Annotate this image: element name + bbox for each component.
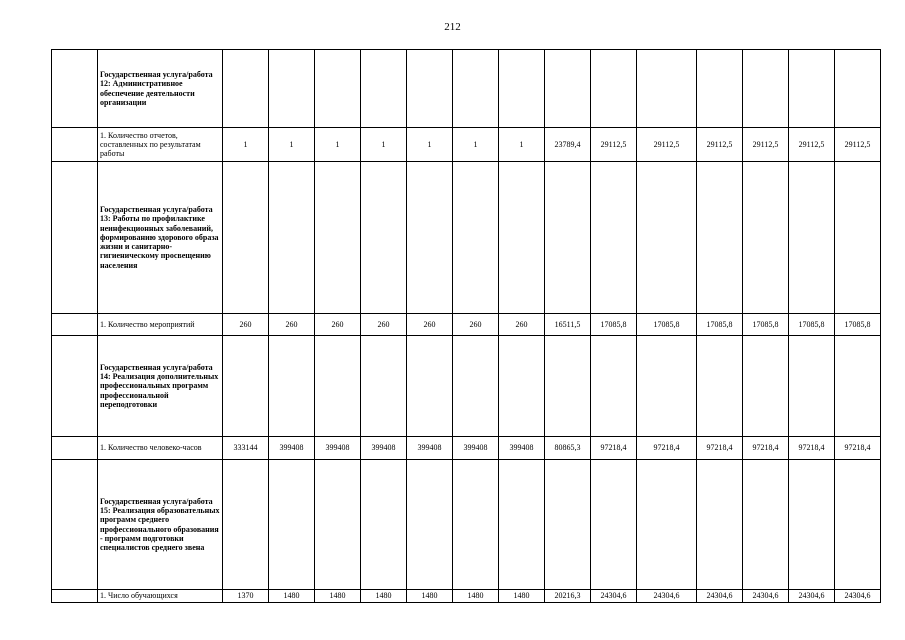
indicator-value: 399408: [269, 437, 315, 460]
service-title-row: [52, 50, 881, 128]
indicator-value: 260: [407, 314, 453, 336]
indicator-value: 97218,4: [743, 437, 789, 460]
empty-cell: [361, 162, 407, 314]
indicator-value: 29112,5: [743, 128, 789, 162]
indicator-row: [52, 590, 881, 603]
empty-cell: [789, 460, 835, 590]
empty-cell: [223, 50, 269, 128]
empty-cell: [637, 336, 697, 437]
empty-cell: [835, 162, 881, 314]
empty-cell: [499, 336, 545, 437]
indicator-row: [52, 314, 881, 336]
empty-cell: [697, 460, 743, 590]
indicator-value: 16511,5: [545, 314, 591, 336]
indicator-value: 17085,8: [591, 314, 637, 336]
indicator-value: 17085,8: [789, 314, 835, 336]
empty-cell: [835, 336, 881, 437]
indicator-value: 399408: [499, 437, 545, 460]
services-table: [51, 49, 881, 603]
indicator-value: 333144: [223, 437, 269, 460]
empty-cell: [835, 50, 881, 128]
indicator-row: [52, 128, 881, 162]
indicator-value: 1: [223, 128, 269, 162]
empty-cell: [315, 162, 361, 314]
indicator-value: 260: [453, 314, 499, 336]
page-number: 212: [444, 21, 461, 33]
empty-cell: [545, 336, 591, 437]
indicator-value: 1480: [361, 590, 407, 603]
indicator-value: 24304,6: [697, 590, 743, 603]
indicator-value: 17085,8: [835, 314, 881, 336]
empty-cell: [315, 336, 361, 437]
service-title: Государственная услуга/работа 13: Работы по профилактике неинфекционных заболеваний, формированию здорового образа жизни и санитарно-гигиеническому просвещению населения: [98, 162, 223, 314]
empty-cell: [545, 162, 591, 314]
empty-cell: [223, 460, 269, 590]
row-number-cell: [52, 590, 98, 603]
empty-cell: [591, 162, 637, 314]
empty-cell: [315, 460, 361, 590]
indicator-value: 1480: [269, 590, 315, 603]
empty-cell: [499, 162, 545, 314]
indicator-value: 24304,6: [789, 590, 835, 603]
empty-cell: [591, 336, 637, 437]
service-title-row: [52, 336, 881, 437]
indicator-label: 1. Число обучающихся: [98, 590, 223, 603]
empty-cell: [407, 162, 453, 314]
indicator-label: 1. Количество отчетов, составленных по результатам работы: [98, 128, 223, 162]
empty-cell: [697, 336, 743, 437]
indicator-value: 260: [361, 314, 407, 336]
empty-cell: [637, 162, 697, 314]
empty-cell: [269, 162, 315, 314]
empty-cell: [361, 336, 407, 437]
service-title-row: [52, 460, 881, 590]
indicator-value: 399408: [315, 437, 361, 460]
indicator-value: 399408: [407, 437, 453, 460]
indicator-value: 17085,8: [743, 314, 789, 336]
empty-cell: [269, 460, 315, 590]
empty-cell: [789, 162, 835, 314]
indicator-value: 260: [223, 314, 269, 336]
empty-cell: [545, 50, 591, 128]
indicator-value: 1: [407, 128, 453, 162]
empty-cell: [591, 460, 637, 590]
empty-cell: [697, 162, 743, 314]
service-title: Государственная услуга/работа 14: Реализация дополнительных профессиональных программ профессиональной переподготовки: [98, 336, 223, 437]
empty-cell: [315, 50, 361, 128]
indicator-row: [52, 437, 881, 460]
indicator-value: 1: [269, 128, 315, 162]
indicator-value: 97218,4: [789, 437, 835, 460]
indicator-value: 23789,4: [545, 128, 591, 162]
indicator-value: 260: [315, 314, 361, 336]
empty-cell: [743, 460, 789, 590]
empty-cell: [453, 162, 499, 314]
indicator-value: 260: [499, 314, 545, 336]
empty-cell: [269, 336, 315, 437]
indicator-value: 24304,6: [591, 590, 637, 603]
indicator-value: 29112,5: [835, 128, 881, 162]
indicator-value: 29112,5: [591, 128, 637, 162]
empty-cell: [407, 50, 453, 128]
empty-cell: [697, 50, 743, 128]
indicator-value: 29112,5: [789, 128, 835, 162]
row-number-cell: [52, 128, 98, 162]
empty-cell: [743, 336, 789, 437]
row-number-cell: [52, 460, 98, 590]
indicator-value: 29112,5: [697, 128, 743, 162]
empty-cell: [407, 460, 453, 590]
empty-cell: [789, 50, 835, 128]
indicator-value: 80865,3: [545, 437, 591, 460]
indicator-value: 1480: [315, 590, 361, 603]
indicator-value: 1: [315, 128, 361, 162]
empty-cell: [361, 50, 407, 128]
indicator-value: 29112,5: [637, 128, 697, 162]
empty-cell: [591, 50, 637, 128]
indicator-value: 1370: [223, 590, 269, 603]
row-number-cell: [52, 50, 98, 128]
empty-cell: [453, 336, 499, 437]
indicator-value: 1: [499, 128, 545, 162]
row-number-cell: [52, 314, 98, 336]
indicator-value: 399408: [361, 437, 407, 460]
service-title: Государственная услуга/работа 12: Административное обеспечение деятельности организации: [98, 50, 223, 128]
empty-cell: [453, 460, 499, 590]
indicator-label: 1. Количество человеко-часов: [98, 437, 223, 460]
row-number-cell: [52, 162, 98, 314]
empty-cell: [789, 336, 835, 437]
row-number-cell: [52, 437, 98, 460]
empty-cell: [743, 162, 789, 314]
indicator-value: 97218,4: [835, 437, 881, 460]
indicator-value: 1: [361, 128, 407, 162]
service-title: Государственная услуга/работа 15: Реализация образовательных программ среднего профессионального образования - программ подготовки специалистов среднего звена: [98, 460, 223, 590]
indicator-value: 1480: [407, 590, 453, 603]
empty-cell: [499, 460, 545, 590]
empty-cell: [361, 460, 407, 590]
empty-cell: [545, 460, 591, 590]
empty-cell: [269, 50, 315, 128]
indicator-value: 1: [453, 128, 499, 162]
indicator-value: 97218,4: [697, 437, 743, 460]
empty-cell: [835, 460, 881, 590]
indicator-value: 1480: [499, 590, 545, 603]
indicator-value: 399408: [453, 437, 499, 460]
indicator-value: 20216,3: [545, 590, 591, 603]
indicator-value: 1480: [453, 590, 499, 603]
row-number-cell: [52, 336, 98, 437]
indicator-value: 24304,6: [835, 590, 881, 603]
empty-cell: [499, 50, 545, 128]
empty-cell: [407, 336, 453, 437]
empty-cell: [223, 336, 269, 437]
indicator-value: 17085,8: [697, 314, 743, 336]
indicator-value: 17085,8: [637, 314, 697, 336]
empty-cell: [453, 50, 499, 128]
indicator-label: 1. Количество мероприятий: [98, 314, 223, 336]
indicator-value: 97218,4: [637, 437, 697, 460]
service-title-row: [52, 162, 881, 314]
empty-cell: [637, 50, 697, 128]
empty-cell: [743, 50, 789, 128]
empty-cell: [637, 460, 697, 590]
indicator-value: 260: [269, 314, 315, 336]
indicator-value: 24304,6: [637, 590, 697, 603]
indicator-value: 24304,6: [743, 590, 789, 603]
indicator-value: 97218,4: [591, 437, 637, 460]
empty-cell: [223, 162, 269, 314]
